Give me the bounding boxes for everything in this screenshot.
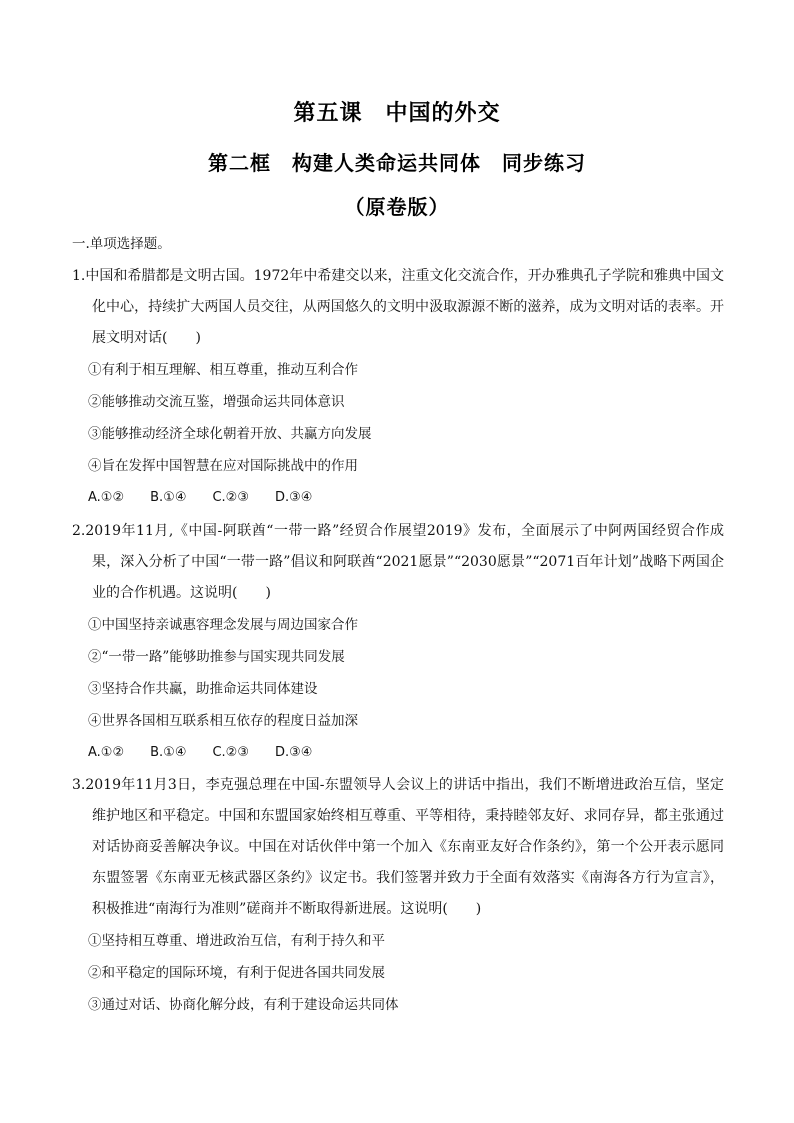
section-heading: 一.单项选择题。	[72, 236, 171, 252]
option-item: ④旨在发挥中国智慧在应对国际挑战中的作用	[88, 458, 358, 474]
answer-choices	[72, 737, 724, 769]
question-2	[72, 516, 724, 769]
choice-b: B.①④	[150, 745, 187, 760]
question-text: 中国和希腊都是文明古国。1972年中希建交以来，注重文化交流合作，开办雅典孔子学院和雅典中国文化中心，持续扩大两国人员交往，从两国悠久的文明中汲取源源不断的滋养，成为文明对话的表率。开展文明对话( )	[85, 268, 724, 346]
option-item: ②“一带一路”能够助推参与国实现共同发展	[88, 649, 345, 665]
choice-a: A.①②	[88, 490, 125, 505]
frame-title: 第二框 构建人类命运共同体 同步练习	[208, 151, 586, 175]
option-item: ②和平稳定的国际环境，有利于促进各国共同发展	[88, 965, 385, 981]
lesson-title: 第五课 中国的外交	[293, 101, 501, 126]
choice-b: B.①④	[150, 490, 187, 505]
answer-choices	[72, 482, 724, 514]
question-stem	[72, 261, 724, 354]
question-number: 2.	[72, 523, 86, 539]
option-item: ②能够推动交流互鉴，增强命运共同体意识	[88, 394, 345, 410]
option-item: ③能够推动经济全球化朝着开放、共赢方向发展	[88, 426, 372, 442]
option-item: ③通过对话、协商化解分歧，有利于建设命运共同体	[88, 997, 399, 1013]
option-item: ①坚持相互尊重、增进政治互信，有利于持久和平	[88, 933, 385, 949]
question-number: 1.	[72, 268, 86, 284]
version-label: （原卷版）	[344, 195, 450, 219]
question-stem	[72, 516, 724, 609]
choice-c: C.②③	[212, 490, 249, 505]
option-item: ③坚持合作共赢，助推命运共同体建设	[88, 681, 318, 697]
question-number: 3.	[72, 777, 86, 793]
option-item: ①中国坚持亲诚惠容理念发展与周边国家合作	[88, 617, 358, 633]
question-3	[72, 770, 724, 1021]
question-text: 2019年11月3日，李克强总理在中国-东盟领导人会议上的讲话中指出，我们不断增进政治互信，坚定维护地区和平稳定。中国和东盟国家始终相互尊重、平等相待，秉持睦邻友好、求同存异，都主张通过对话协商妥善解决争议。中国在对话伙伴中第一个加入《东南亚友好合作条约》，第一个公开表示愿同东盟签署《东南亚无核武器区条约》议定书。我们签署并致力于全面有效落实《南海各方行为宣言》，积极推进“南海行为准则”磋商并不断取得新进展。这说明( )	[85, 777, 724, 917]
choice-d: D.③④	[275, 490, 313, 505]
question-1	[72, 261, 724, 514]
option-item: ①有利于相互理解、相互尊重，推动互利合作	[88, 362, 358, 378]
question-text: 2019年11月,《中国-阿联酋“一带一路”经贸合作展望2019》发布，全面展示了中阿两国经贸合作成果，深入分析了中国“一带一路”倡议和阿联酋“2021愿景”“2030愿景”“2071百年计划”战略下两国企业的合作机遇。这说明( )	[85, 523, 724, 601]
choice-d: D.③④	[275, 745, 313, 760]
question-stem	[72, 770, 724, 925]
option-item: ④世界各国相互联系相互依存的程度日益加深	[88, 713, 358, 729]
choice-c: C.②③	[212, 745, 249, 760]
choice-a: A.①②	[88, 745, 125, 760]
